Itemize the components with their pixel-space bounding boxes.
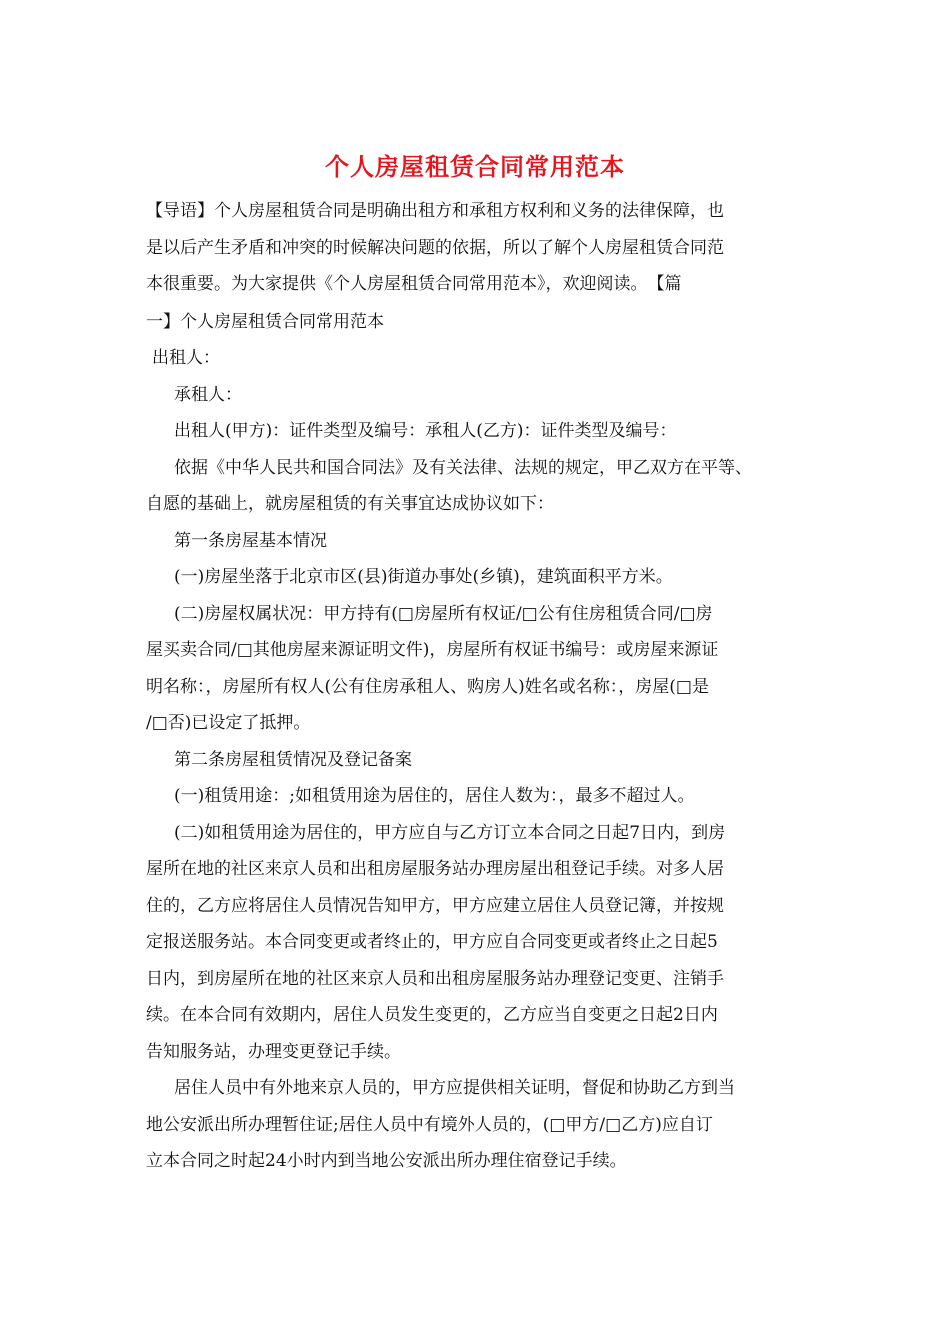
body-line: 明名称：，房屋所有权人(公有住房承租人、购房人)姓名或名称：，房屋(□是 xyxy=(146,677,709,697)
body-line: 出租人： xyxy=(152,348,220,368)
body-line: 是以后产生矛盾和冲突的时候解决问题的依据，所以了解个人房屋租赁合同范 xyxy=(146,238,724,258)
body-line: 屋买卖合同/□其他房屋来源证明文件)，房屋所有权证书编号：或房屋来源证 xyxy=(146,640,719,660)
body-line: 【导语】个人房屋租赁合同是明确出租方和承租方权利和义务的法律保障，也 xyxy=(146,201,724,221)
body-line: 屋所在地的社区来京人员和出租房屋服务站办理房屋出租登记手续。对多人居 xyxy=(146,859,724,879)
section-heading: 第二条房屋租赁情况及登记备案 xyxy=(174,750,412,770)
body-line: 一】个人房屋租赁合同常用范本 xyxy=(146,312,384,332)
body-line: 地公安派出所办理暂住证;居住人员中有境外人员的，(□甲方/□乙方)应自订 xyxy=(146,1115,713,1135)
body-line: 出租人(甲方)：证件类型及编号：承租人(乙方)：证件类型及编号： xyxy=(174,421,677,441)
body-line: 居住人员中有外地来京人员的，甲方应提供相关证明，督促和协助乙方到当 xyxy=(174,1078,735,1098)
body-line: 住的，乙方应将居住人员情况告知甲方，甲方应建立居住人员登记簿，并按规 xyxy=(146,896,724,916)
body-line: 定报送服务站。本合同变更或者终止的，甲方应自合同变更或者终止之日起5 xyxy=(146,932,718,952)
body-line: 自愿的基础上，就房屋租赁的有关事宜达成协议如下： xyxy=(146,494,554,514)
body-line: 依据《中华人民共和国合同法》及有关法律、法规的规定，甲乙双方在平等、 xyxy=(174,458,752,478)
document-title: 个人房屋租赁合同常用范本 xyxy=(325,152,625,181)
body-line: 告知服务站，办理变更登记手续。 xyxy=(146,1042,401,1062)
body-line: (一)租赁用途：;如租赁用途为居住的，居住人数为：，最多不超过人。 xyxy=(174,786,695,806)
body-line: /□否)已设定了抵押。 xyxy=(146,713,311,733)
body-line: 承租人： xyxy=(174,385,242,405)
body-line: 续。在本合同有效期内，居住人员发生变更的，乙方应当自变更之日起2日内 xyxy=(146,1005,718,1025)
body-line: (二)如租赁用途为居住的，甲方应自与乙方订立本合同之日起7日内，到房 xyxy=(174,823,726,843)
section-heading: 第一条房屋基本情况 xyxy=(174,531,327,551)
body-line: 日内，到房屋所在地的社区来京人员和出租房屋服务站办理登记变更、注销手 xyxy=(146,969,724,989)
body-line: 本很重要。为大家提供《个人房屋租赁合同常用范本》，欢迎阅读。 【篇 xyxy=(146,274,682,294)
body-line: (二)房屋权属状况：甲方持有(□房屋所有权证/□公有住房租赁合同/□房 xyxy=(174,604,713,624)
body-line: 立本合同之时起24小时内到当地公安派出所办理住宿登记手续。 xyxy=(146,1151,627,1171)
body-line: (一)房屋坐落于北京市区(县)街道办事处(乡镇)，建筑面积平方米。 xyxy=(174,567,673,587)
